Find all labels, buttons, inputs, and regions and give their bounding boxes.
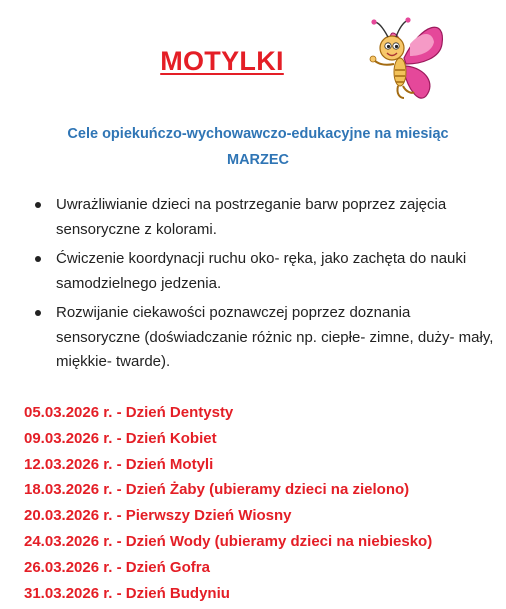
event-item: 09.03.2026 r. - Dzień Kobiet bbox=[24, 429, 217, 447]
goal-text: Uwrażliwianie dzieci na postrzeganie barw poprzez zajęcia sensoryczne z kolorami. bbox=[56, 196, 447, 238]
goal-text: Rozwijanie ciekawości poznawczej poprzez doznania sensoryczne (doświadczanie różnic np. ciepłe- zimne, duży- mały, miękkie- twarde). bbox=[56, 304, 494, 370]
goal-text: Ćwiczenie koordynacji ruchu oko- ręka, jako zachęta do nauki samodzielnego jedzenia. bbox=[56, 250, 467, 292]
event-item: 18.03.2026 r. - Dzień Żaby (ubieramy dzieci na zielono) bbox=[24, 481, 410, 499]
goal-item bbox=[28, 301, 498, 375]
butterfly-icon bbox=[356, 14, 446, 104]
goals-heading-month: MARZEC bbox=[226, 152, 290, 168]
event-item: 12.03.2026 r. - Dzień Motyli bbox=[24, 455, 214, 473]
bullet-icon bbox=[35, 310, 41, 316]
bullet-icon bbox=[35, 202, 41, 208]
goal-item bbox=[28, 247, 498, 296]
goals-heading bbox=[0, 121, 506, 173]
goal-item bbox=[28, 193, 498, 242]
events-list bbox=[24, 400, 432, 606]
bullet-icon bbox=[35, 256, 41, 262]
goals-list bbox=[28, 193, 498, 380]
page-title: MOTYLKI bbox=[160, 46, 284, 76]
goals-heading-line1: Cele opiekuńczo-wychowawczo-edukacyjne na miesiąc bbox=[67, 126, 449, 142]
event-item: 05.03.2026 r. - Dzień Dentysty bbox=[24, 404, 234, 421]
event-item: 20.03.2026 r. - Pierwszy Dzień Wiosny bbox=[24, 507, 292, 525]
event-item: 31.03.2026 r. - Dzień Budyniu bbox=[24, 584, 230, 602]
event-item: 26.03.2026 r. - Dzień Gofra bbox=[24, 558, 210, 576]
event-item: 24.03.2026 r. - Dzień Wody (ubieramy dzieci na niebiesko) bbox=[24, 532, 433, 550]
